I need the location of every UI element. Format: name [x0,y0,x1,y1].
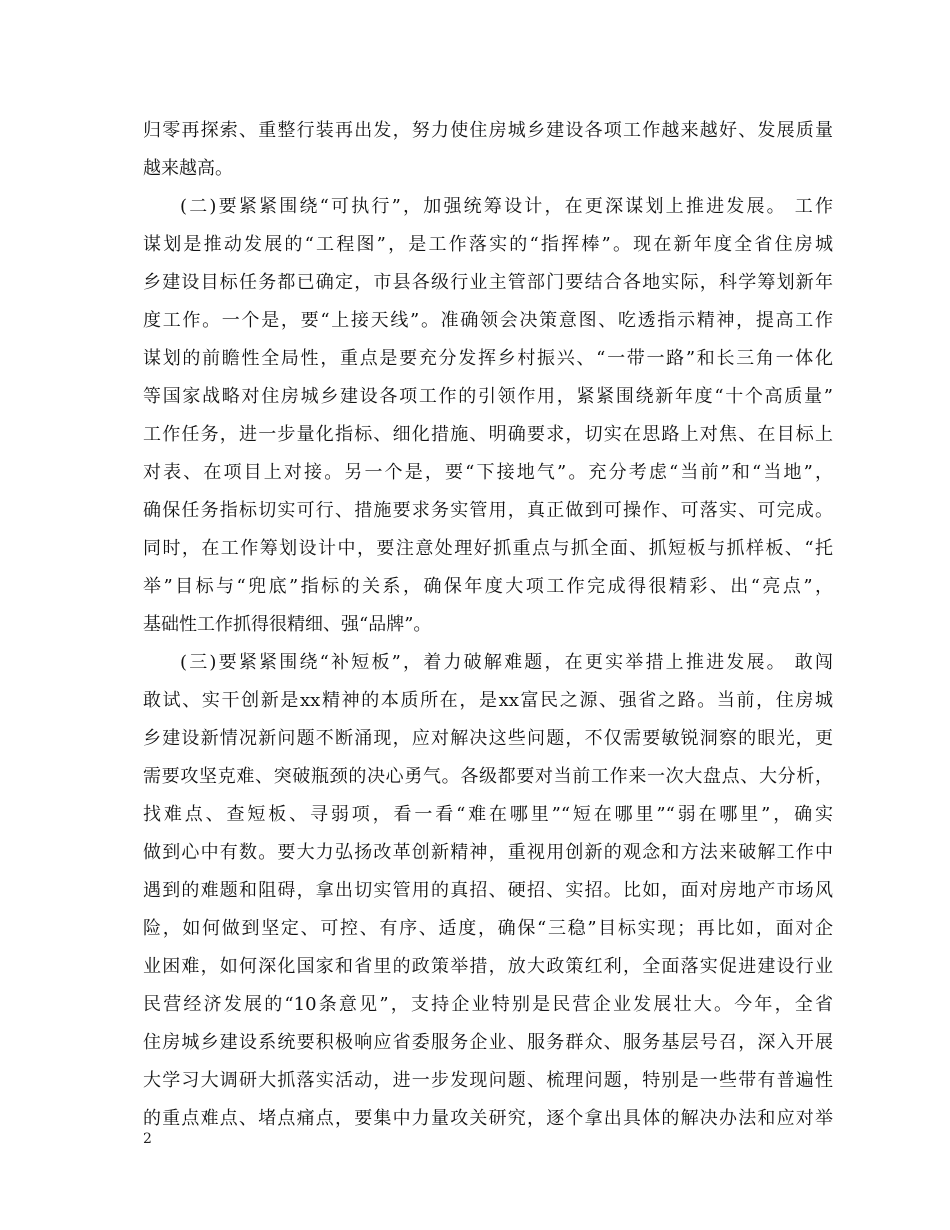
text-line: 住房城乡建设系统要积极响应省委服务企业、服务群众、服务基层号召，深入开展 [143,1032,833,1053]
text-line: 工作任务，进一步量化指标、细化措施、明确要求，切实在思路上对焦、在目标上 [143,424,833,445]
text-line: 大学习大调研大抓落实活动，进一步发现问题、梳理问题，特别是一些带有普遍性 [143,1070,833,1091]
text-line: 谋划的前瞻性全局性，重点是要充分发挥乡村振兴、“一带一路”和长三角一体化 [143,348,833,369]
text-line: 谋划是推动发展的“工程图”，是工作落实的“指挥棒”。现在新年度全省住房城 [143,234,833,255]
paragraph-section-2 [143,188,833,644]
text-line: 确保任务指标切实可行、措施要求务实管用，真正做到可操作、可落实、可完成。 [143,500,833,521]
text-line: 需要攻坚克难、突破瓶颈的决心勇气。各级都要对当前工作来一次大盘点、大分析， [143,766,833,787]
text-line: 度工作。一个是，要“上接天线”。准确领会决策意图、吃透指示精神，提高工作 [143,310,833,331]
text-line: 民营经济发展的“10条意见”，支持企业特别是民营企业发展壮大。今年，全省 [143,994,833,1015]
text-line: 归零再探索、重整行装再出发，努力使住房城乡建设各项工作越来越好、发展质量 [143,120,833,141]
text-line: 越来越高。 [143,158,233,179]
text-line: 遇到的难题和阻碍，拿出切实管用的真招、硬招、实招。比如，面对房地产市场风 [143,880,833,901]
text-line: 等国家战略对住房城乡建设各项工作的引领作用，紧紧围绕新年度“十个高质量” [143,386,833,407]
paragraph-continuation [143,112,833,188]
section-heading-line: (二)要紧紧围绕“可执行”，加强统筹设计，在更深谋划上推进发展。 工作 [180,196,833,217]
page-number: 2 [143,1131,152,1147]
text-line: 同时，在工作筹划设计中，要注意处理好抓重点与抓全面、抓短板与抓样板、“托 [143,538,833,559]
text-line: 做到心中有数。要大力弘扬改革创新精神，重视用创新的观念和方法来破解工作中 [143,842,833,863]
text-line: 找难点、查短板、寻弱项，看一看“难在哪里”“短在哪里”“弱在哪里”，确实 [143,804,833,825]
text-line: 举”目标与“兜底”指标的关系，确保年度大项工作完成得很精彩、出“亮点”， [143,576,833,597]
body-text [143,112,833,1138]
text-line: 的重点难点、堵点痛点，要集中力量攻关研究，逐个拿出具体的解决办法和应对举 [143,1108,833,1129]
section-heading-line: (三)要紧紧围绕“补短板”，着力破解难题，在更实举措上推进发展。 敢闯 [180,652,833,673]
text-line: 基础性工作抓得很精细、强“品牌”。 [143,614,432,635]
text-line: 乡建设目标任务都已确定，市县各级行业主管部门要结合各地实际，科学筹划新年 [143,272,833,293]
text-line: 乡建设新情况新问题不断涌现，应对解决这些问题，不仅需要敏锐洞察的眼光，更 [143,728,833,749]
text-line: 对表、在项目上对接。另一个是，要“下接地气”。充分考虑“当前”和“当地”， [143,462,833,483]
paragraph-section-3 [143,644,833,1138]
text-line: 业困难，如何深化国家和省里的政策举措，放大政策红利，全面落实促进建设行业 [143,956,833,977]
text-line: 险，如何做到坚定、可控、有序、适度，确保“三稳”目标实现；再比如，面对企 [143,918,833,939]
text-line: 敢试、实干创新是xx精神的本质所在，是xx富民之源、强省之路。当前，住房城 [143,690,833,711]
